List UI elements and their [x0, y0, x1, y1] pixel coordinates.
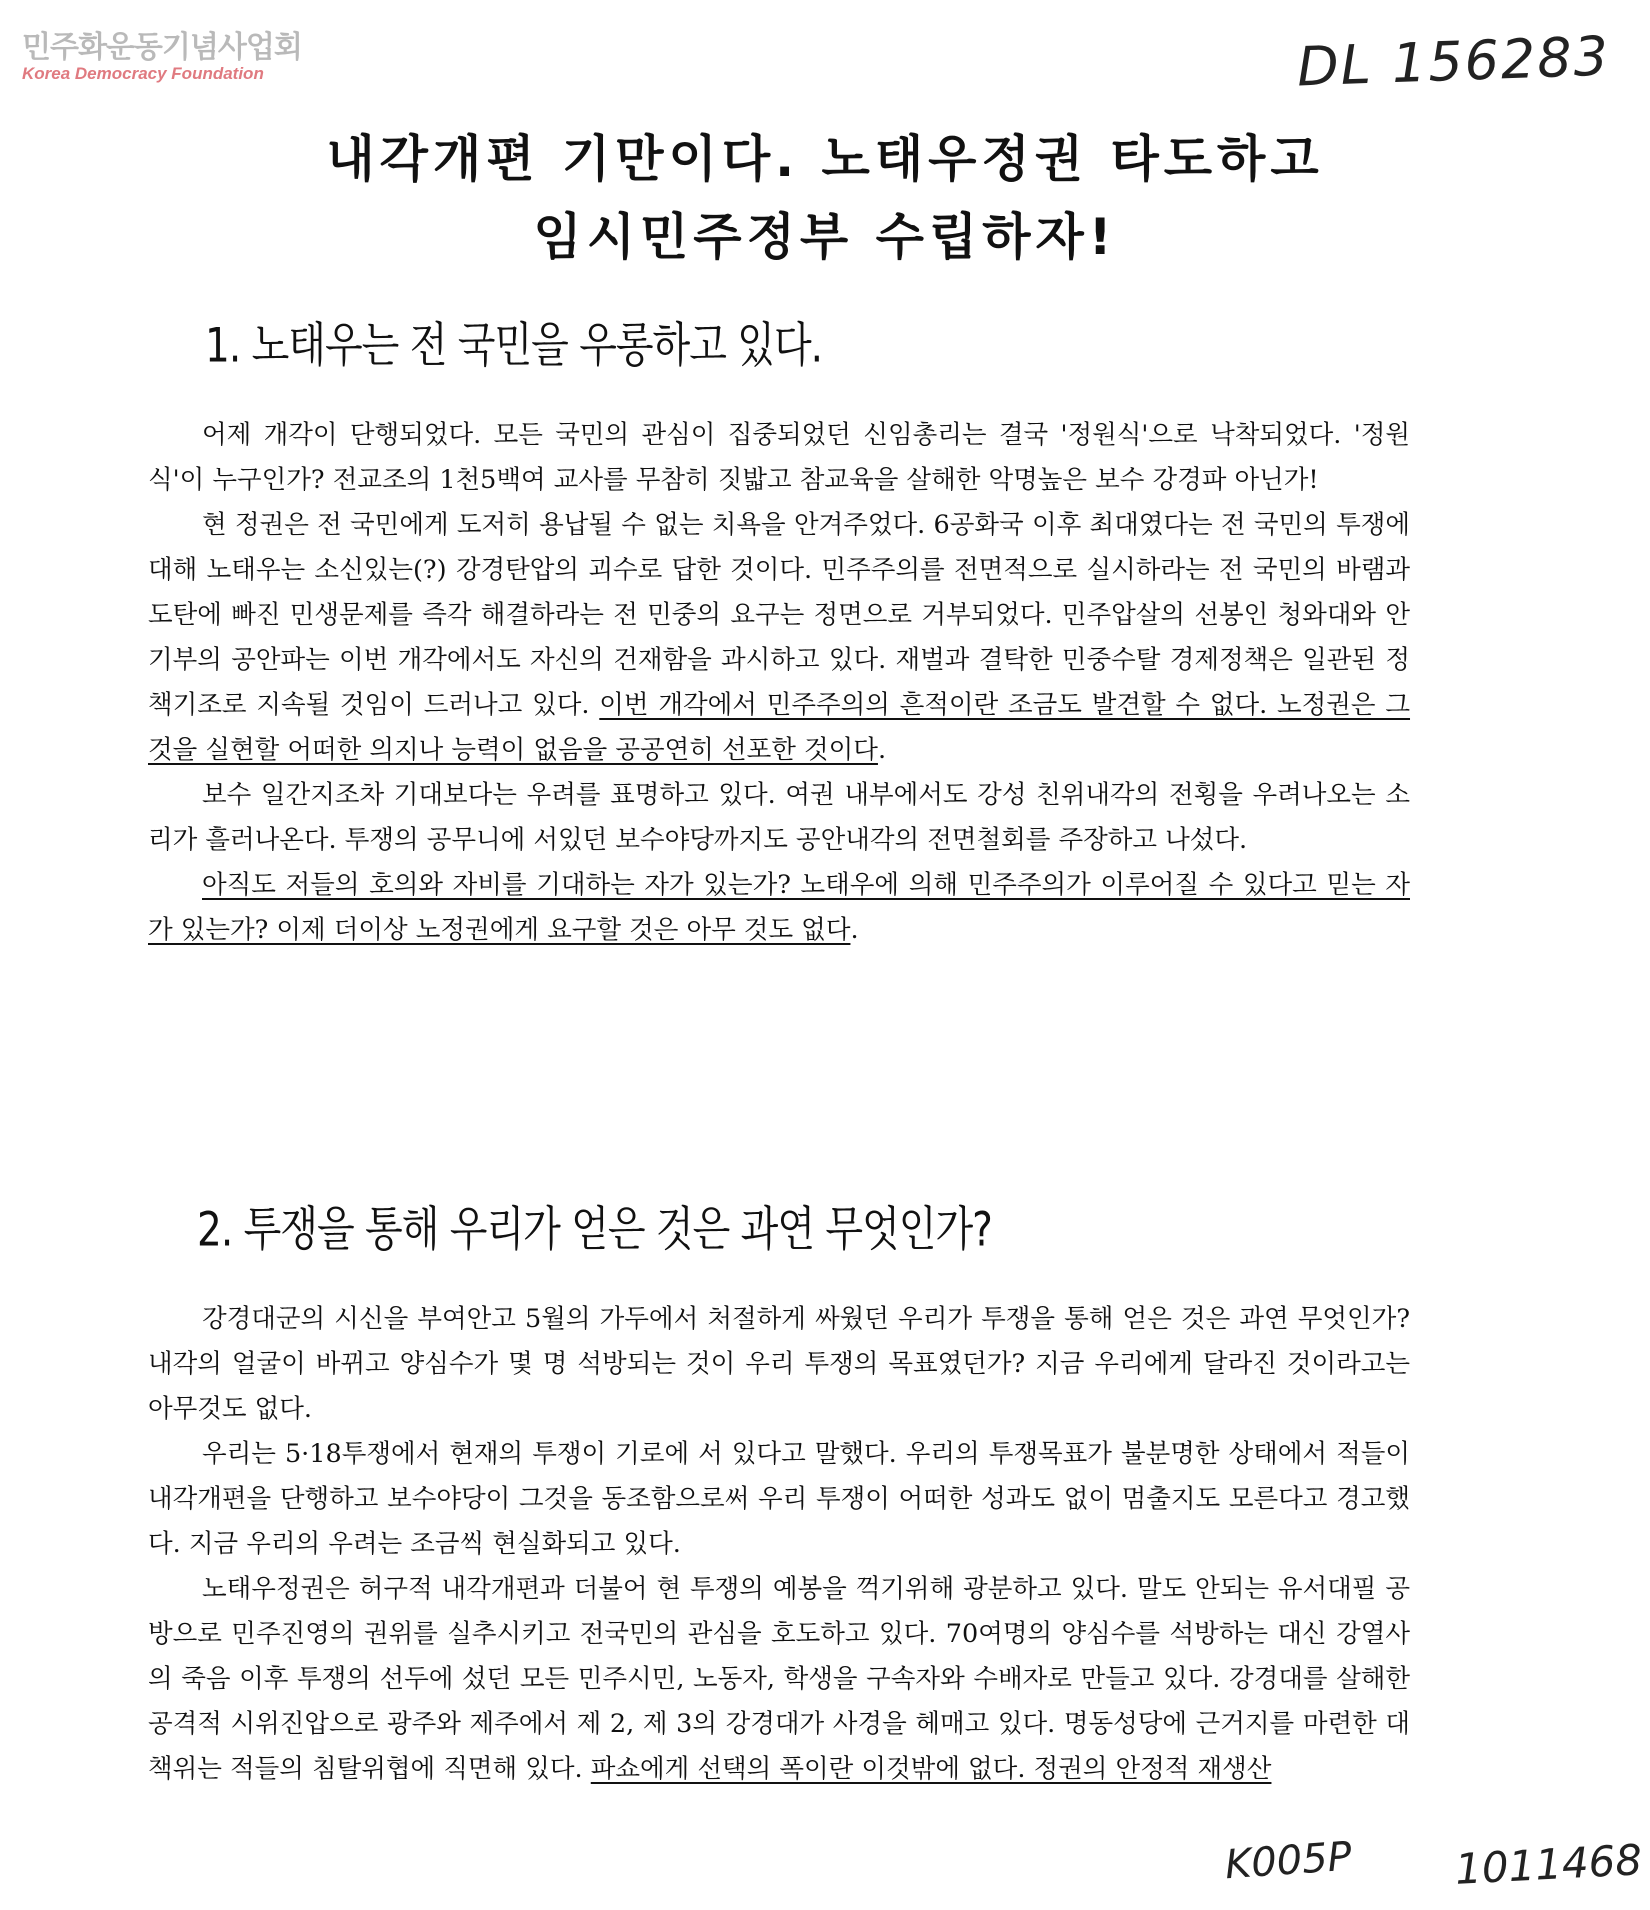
- paragraph: 강경대군의 시신을 부여안고 5월의 가두에서 처절하게 싸웠던 우리가 투쟁을 통해 얻은 것은 과연 무엇인가? 내각의 얼굴이 바뀌고 양심수가 몇 명 석방되는 것이 우리 투쟁의 목표였던가? 지금 우리에게 달라진 것이라고는 아무것도 없다.: [148, 1304, 1410, 1424]
- handwritten-code: K005P: [1223, 1833, 1354, 1889]
- paragraph-text: 노태우정권은 허구적 내각개편과 더불어 현 투쟁의 예봉을 꺽기위해 광분하고 있다. 말도 안되는 유서대필 공방으로 민주진영의 권위를 실추시키고 전국민의 관심을 호도하고 있다. 70여명의 양심수를 석방하는 대신 강열사의 죽음 이후 투쟁의 선두에 섰던 모든 민주시민, 노동자, 학생을 구속자와 수배자로 만들고 있다. 강경대를 살해한 공격적 시위진압으로 광주와 제주에서 제 2, 제 3의 강경대가 사경을 헤매고 있다. 명동성당에 근거지를 마련한 대책위는 적들의 침탈위협에 직면해 있다.: [148, 1574, 1410, 1784]
- punctuation: .: [850, 915, 859, 945]
- section-2-heading: 2. 투쟁을 통해 우리가 얻은 것은 과연 무엇인가?: [197, 1202, 992, 1258]
- underlined-text: 파쇼에게 선택의 폭이란 이것밖에 없다. 정권의 안정적 재생산: [590, 1754, 1272, 1784]
- section-2-body: [148, 1297, 1410, 1792]
- underlined-text: 아직도 저들의 호의와 자비를 기대하는 자가 있는가? 노태우에 의해 민주주의가 이루어질 수 있다고 믿는 자가 있는가? 이제 더이상 노정권에게 요구할 것은 아무 것도 없다: [148, 870, 1410, 945]
- paragraph: 어제 개각이 단행되었다. 모든 국민의 관심이 집중되었던 신임총리는 결국 '정원식'으로 낙착되었다. '정원식'이 누구인가? 전교조의 1천5백여 교사를 무참히 짓밟고 참교육을 살해한 악명높은 보수 강경파 아닌가!: [148, 420, 1410, 495]
- foundation-watermark-korean: 민주화운동기념사업회: [22, 30, 302, 65]
- paragraph: [148, 1567, 1410, 1792]
- paragraph-text: 현 정권은 전 국민에게 도저히 용납될 수 없는 치욕을 안겨주었다. 6공화국 이후 최대였다는 전 국민의 투쟁에 대해 노태우는 소신있는(?) 강경탄압의 괴수로 답한 것이다. 민주주의를 전면적으로 실시하라는 전 국민의 바램과 도탄에 빠진 민생문제를 즉각 해결하라는 전 민중의 요구는 정면으로 거부되었다. 민주압살의 선봉인 청와대와 안기부의 공안파는 이번 개각에서도 자신의 건재함을 과시하고 있다. 재벌과 결탁한 민중수탈 경제정책은 일관된 정책기조로 지속될 것임이 드러나고 있다.: [148, 510, 1410, 720]
- paragraph: [148, 863, 1410, 953]
- paragraph: 보수 일간지조차 기대보다는 우려를 표명하고 있다. 여권 내부에서도 강성 친위내각의 전횡을 우려나오는 소리가 흘러나온다. 투쟁의 공무니에 서있던 보수야당까지도 공안내각의 전면철회를 주장하고 나섰다.: [148, 780, 1410, 855]
- title-line-2: 임시민주정부 수립하자!: [533, 208, 1117, 266]
- foundation-watermark-english: Korea Democracy Foundation: [22, 64, 264, 83]
- underlined-text: 이번 개각에서 민주주의의 흔적이란 조금도 발견할 수 없다. 노정권은 그것을 실현할 어떠한 의지나 능력이 없음을 공공연히 선포한 것이다: [148, 690, 1411, 765]
- paragraph: [148, 503, 1410, 773]
- handwritten-document-id: DL 156283: [1296, 24, 1612, 99]
- title-line-1: 내각개편 기만이다. 노태우정권 타도하고: [326, 130, 1324, 188]
- handwritten-number: 1011468: [1453, 1835, 1644, 1894]
- paragraph: 우리는 5·18투쟁에서 현재의 투쟁이 기로에 서 있다고 말했다. 우리의 투쟁목표가 불분명한 상태에서 적들이 내각개편을 단행하고 보수야당이 그것을 동조함으로써 우리 투쟁이 어떠한 성과도 없이 멈출지도 모른다고 경고했다. 지금 우리의 우려는 조금씩 현실화되고 있다.: [148, 1439, 1410, 1559]
- section-1-body: [148, 413, 1410, 953]
- section-1-heading: 1. 노태우는 전 국민을 우롱하고 있다.: [205, 318, 823, 374]
- document-title: [0, 120, 1650, 276]
- punctuation: .: [877, 735, 887, 765]
